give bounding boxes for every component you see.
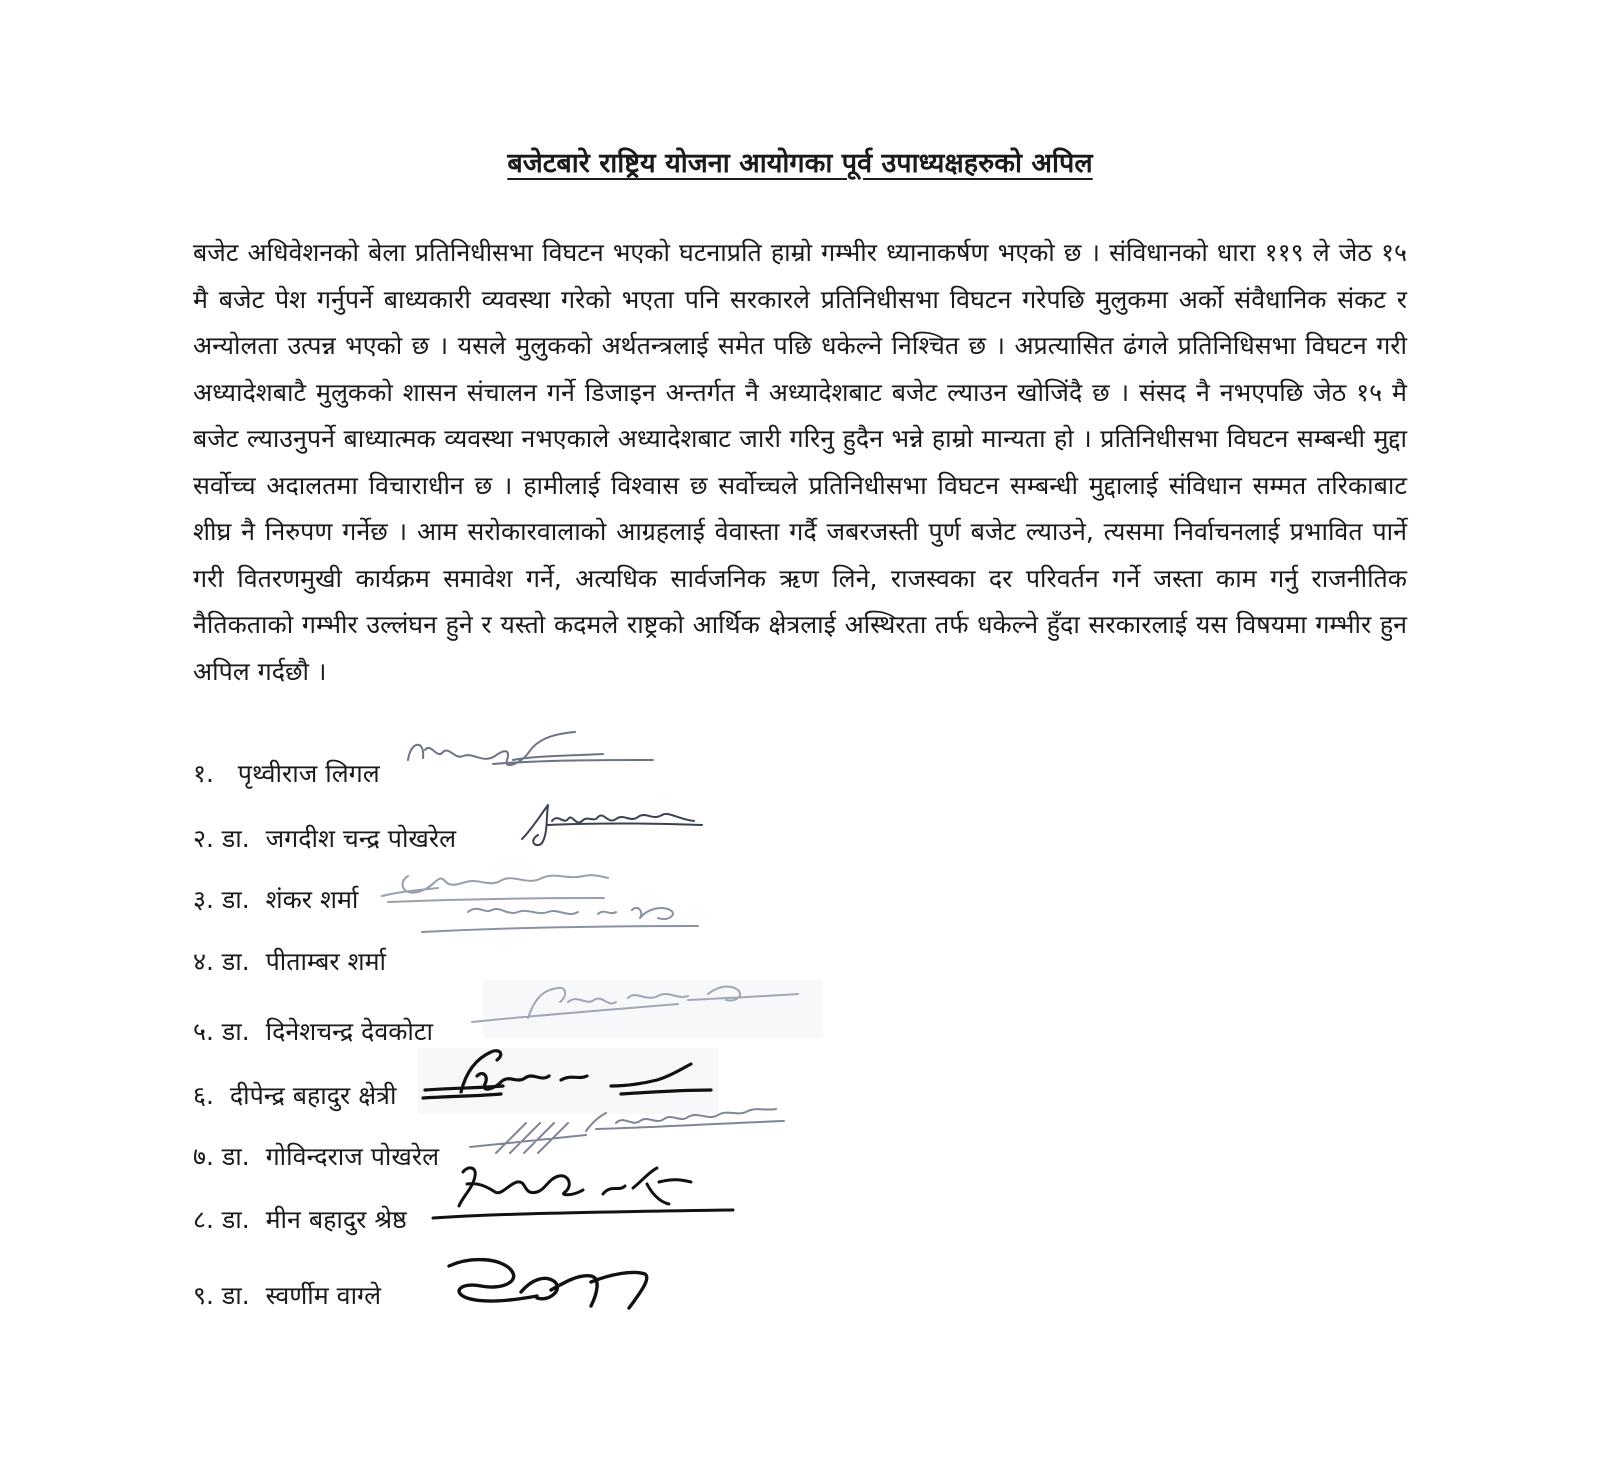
signatory-row — [193, 1252, 893, 1322]
signatory-row — [193, 795, 893, 865]
signatory-number: ४. डा. — [193, 947, 250, 976]
signatory-row — [193, 1176, 893, 1246]
signatory-name: पीताम्बर शर्मा — [265, 947, 387, 976]
signatory-number: १. — [193, 759, 214, 788]
signature-image — [518, 799, 718, 849]
signatory-number: ९. डा. — [193, 1281, 250, 1310]
signatory-name: पृथ्वीराज लिगल — [237, 759, 380, 788]
signatory-name: मीन बहादुर श्रेष्ठ — [265, 1205, 407, 1234]
signatory-name: स्वर्णीम वाग्ले — [265, 1281, 382, 1310]
signature-image — [403, 730, 663, 790]
signatory-name: गोविन्दराज पोखरेल — [265, 1142, 440, 1171]
signatory-name: दीपेन्द्र बहादुर क्षेत्री — [229, 1081, 397, 1110]
signatory-number: ५. डा. — [193, 1017, 250, 1046]
signature-image — [418, 900, 718, 950]
signatory-name: जगदीश चन्द्र पोखरेल — [265, 824, 457, 853]
signatory-number: ३. डा. — [193, 885, 250, 914]
signatory-name: दिनेशचन्द्र देवकोटा — [265, 1017, 433, 1046]
signatory-number: ६. — [193, 1081, 214, 1110]
signatory-row — [193, 730, 893, 800]
signatory-name: शंकर शर्मा — [265, 885, 359, 914]
signature-image — [468, 980, 808, 1040]
signature-image — [433, 1162, 763, 1232]
signatory-number: २. डा. — [193, 824, 250, 853]
document-title: बजेटबारे राष्ट्रिय योजना आयोगका पूर्व उपाध्यक्षहरुको अपिल — [507, 148, 1093, 179]
appeal-body-paragraph: बजेट अधिवेशनको बेला प्रतिनिधीसभा विघटन भएको घटनाप्रति हाम्रो गम्भीर ध्यानाकर्षण भएको छ । संविधानको धारा ११९ ले जेठ १५ मै बजेट पेश गर्नुपर्ने बाध्यकारी व्यवस्था गरेको भएता पनि सरकारले प्रतिनिधीसभा विघटन गरेपछि मुलुकमा अर्को संवैधानिक संकट र अन्योलता उत्पन्न भएको छ । यसले मुलुकको अर्थतन्त्रलाई समेत पछि धकेल्ने निश्चित छ । अप्रत्यासित ढंगले प्रतिनिधिसभा विघटन गरी अध्यादेशबाटै मुलुकको शासन संचालन गर्ने डिजाइन अन्तर्गत नै अध्यादेशबाट बजेट ल्याउन खोजिंदै छ । संसद नै नभएपछि जेठ १५ मै बजेट ल्याउनुपर्ने बाध्यात्मक व्यवस्था नभएकाले अध्यादेशबाट जारी गरिनु हुदैन भन्ने हाम्रो मान्यता हो । प्रतिनिधीसभा विघटन सम्बन्धी मुद्दा सर्वोच्च अदालतमा विचाराधीन छ । हामीलाई विश्वास छ सर्वोच्चले प्रतिनिधीसभा विघटन सम्बन्धी मुद्दालाई संविधान सम्मत तरिकाबाट शीघ्र नै निरुपण गर्नेछ । आम सरोकारवालाको आग्रहलाई वेवास्ता गर्दै जबरजस्ती पुर्ण बजेट ल्याउने, त्यसमा निर्वाचनलाई प्रभावित पार्ने गरी वितरणमुखी कार्यक्रम समावेश गर्ने, अत्यधिक सार्वजनिक ऋण लिने, राजस्वका दर परिवर्तन गर्ने जस्ता काम गर्नु राजनीतिक नैतिकताको गम्भीर उल्लंघन हुने र यस्तो कदमले राष्ट्रको आर्थिक क्षेत्रलाई अस्थिरता तर्फ धकेल्ने हुँदा सरकारलाई यस विषयमा गम्भीर हुन अपिल गर्दछौ । — [193, 238, 1407, 686]
signatory-number: ७. डा. — [193, 1142, 250, 1171]
signature-image — [466, 1103, 796, 1163]
signature-image — [441, 1252, 671, 1316]
signatory-row — [193, 918, 893, 988]
signatory-number: ८. डा. — [193, 1205, 250, 1234]
